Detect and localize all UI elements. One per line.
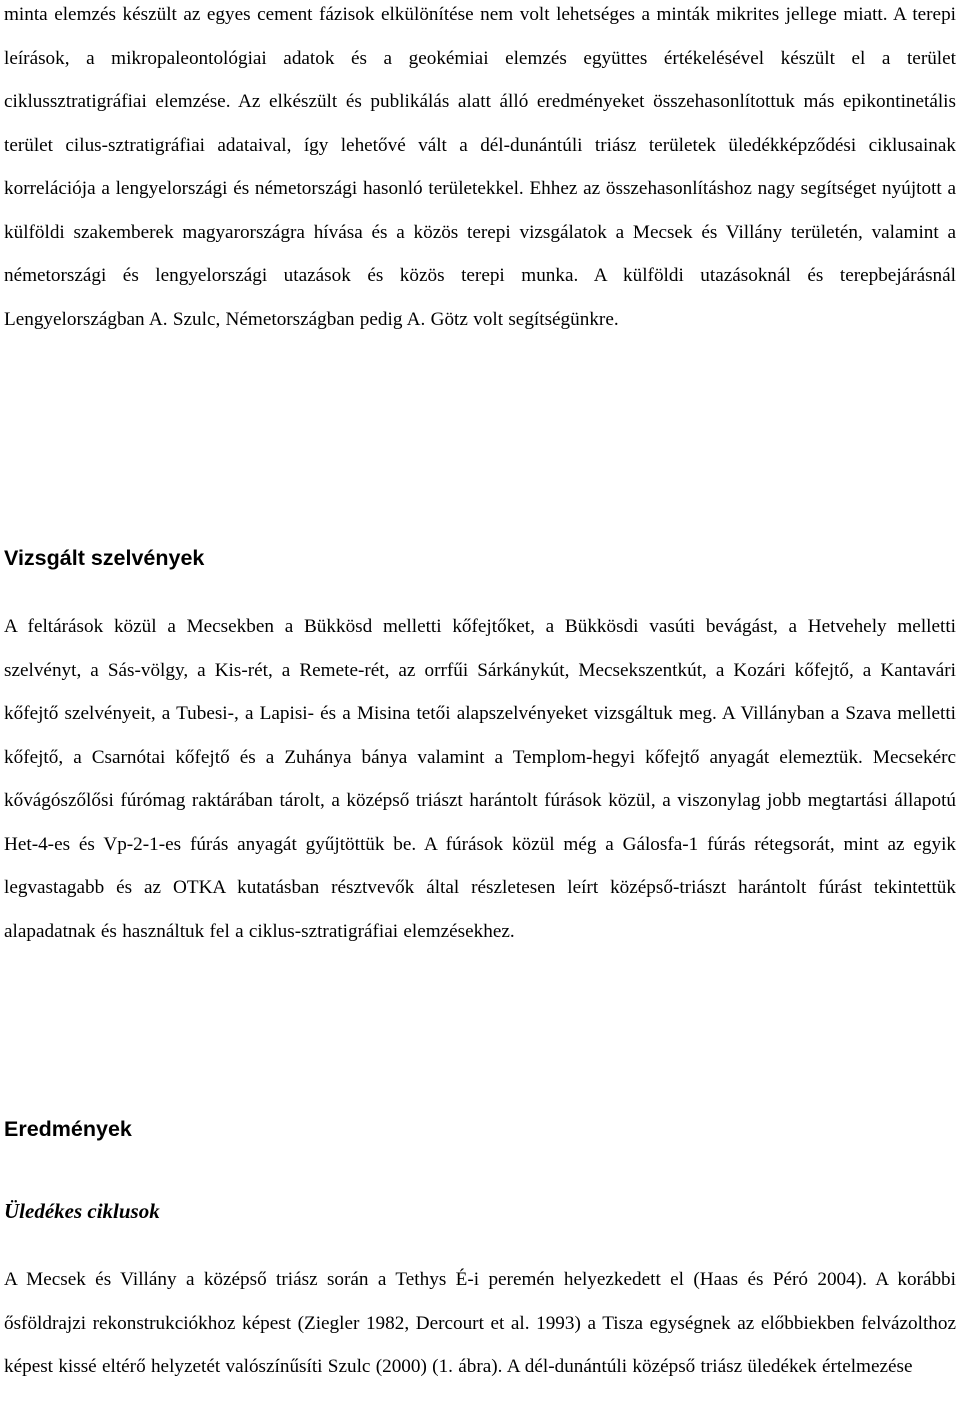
- sections-paragraph: A feltárások közül a Mecsekben a Bükkösd melletti kőfejtőket, a Bükkösdi vasúti bevágást, a Hetvehely melletti szelvényt, a Sás-völgy, a Kis-rét, a Remete-rét, az orrfűi Sárkánykút, Mecsekszentkút, a Kozári kőfejtő, a Kantavári kőfejtő szelvényeit, a Tubesi-, a Lapisi- és a Misina tetői alapszelvényeket vizsgáltuk meg. A Villányban a Szava melletti kőfejtő, a Csarnótai kőfejtő és a Zuhánya bánya valamint a Templom-hegyi kőfejtő anyagát elemeztük. Mecsekérc kővágószőlősi fúrómag raktárában tárolt, a középső triászt harántolt fúrások közül, a viszonylag jobb megtartási állapotú Het-4-es és Vp-2-1-es fúrás anyagát gyűjtöttük be. A fúrások közül még a Gálosfa-1 fúrás rétegsorát, mint az egyik legvastagabb és az OTKA kutatásban résztvevők által részletesen leírt középső-triászt harántolt fúrást tekintettük alapadatnak és használtuk fel a ciklus-sztratigráfiai elemzésekhez.: [4, 616, 956, 942]
- intro-paragraph: minta elemzés készült az egyes cement fázisok elkülönítése nem volt lehetséges a minták mikrites jellege miatt. A terepi leírások, a mikropaleontológiai adatok és a geokémiai elemzés együttes értékelésével készült el a terület ciklussztratigráfiai elemzése. Az elkészült és publikálás alatt álló eredményeket összehasonlítottuk más epikontinetális terület cilus-sztratigráfiai adataival, így lehetővé vált a dél-dunántúli triász területek üledékképződési ciklusainak korrelációja a lengyelországi és németországi hasonló területekkel. Ehhez az összehasonlításhoz nagy segítséget nyújtott a külföldi szakemberek magyarországra hívása és a közös terepi vizsgálatok a Mecsek és Villány területén, valamint a németországi és lengyelországi utazások és közös terepi munka. A külföldi utazásoknál és terepbejárásnál Lengyelországban A. Szulc, Németországban pedig A. Götz volt segítségünkre.: [4, 4, 956, 330]
- section-heading-sections: Vizsgált szelvények: [4, 546, 205, 570]
- cycles-paragraph: A Mecsek és Villány a középső triász során a Tethys É-i peremén helyezkedett el (Haas és Péró 2004). A korábbi ősföldrajzi rekonstrukciókhoz képest (Ziegler 1982, Dercourt et al. 1993) a Tisza egységnek az előbbiekben felvázolthoz képest kissé eltérő helyzetét valószínűsíti Szulc (2000) (1. ábra). A dél-dunántúli középső triász üledékek értelmezése: [4, 1269, 956, 1377]
- subsection-heading-cycles: Üledékes ciklusok: [4, 1199, 160, 1223]
- section-heading-results: Eredmények: [4, 1117, 132, 1141]
